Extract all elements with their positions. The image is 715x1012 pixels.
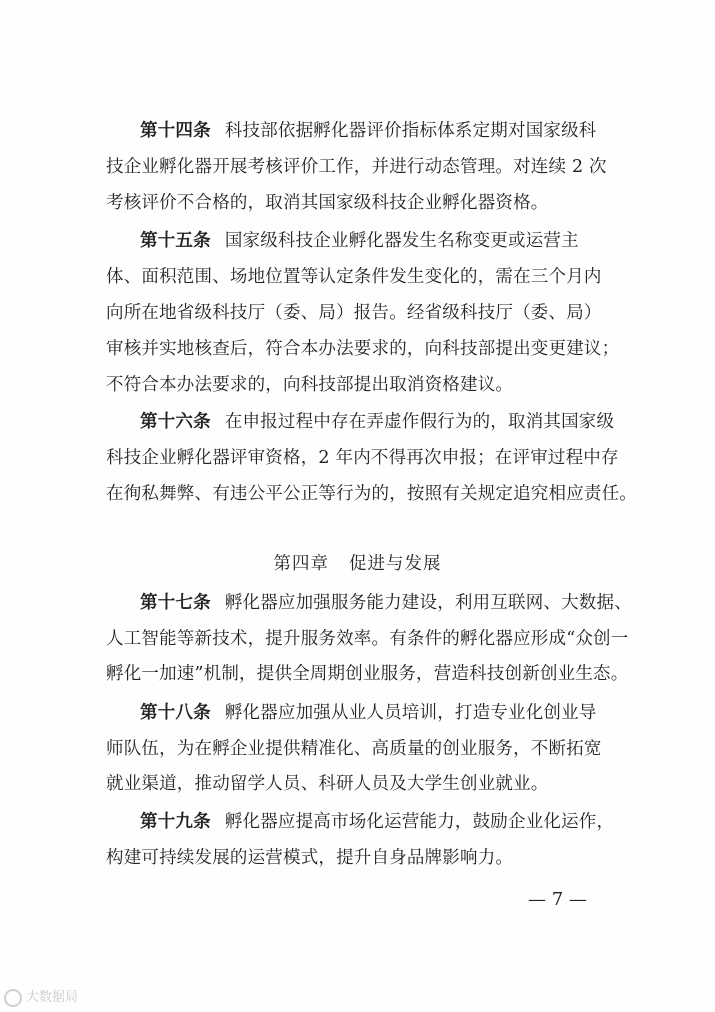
article-15-text-1: 国家级科技企业孵化器发生名称变更或运营主 [224,231,579,251]
watermark-text: 大数据局 [26,990,79,1005]
article-17-line-2: 人工智能等新技术，提升服务效率。有条件的孵化器应形成“众创一 [106,629,629,649]
article-16-text-1: 在申报过程中存在弄虚作假行为的，取消其国家级 [224,412,615,432]
chapter-number: 第四章 [273,554,329,574]
article-18-title: 第十八条 [140,703,211,723]
article-14-line-3: 考核评价不合格的，取消其国家级科技企业孵化器资格。 [106,193,549,213]
article-15-line-1 [140,231,579,251]
article-19-title: 第十九条 [140,812,211,832]
watermark-logo-icon [4,989,22,1007]
article-16-line-2: 科技企业孵化器评审资格，2 年内不得再次申报；在评审过程中存 [106,448,619,468]
article-17-title: 第十七条 [140,593,211,613]
article-16-line-1 [140,412,614,432]
article-15-line-4: 审核并实地核查后，符合本办法要求的，向科技部提出变更建议； [106,339,620,359]
article-17-text-1: 孵化器应加强服务能力建设，利用互联网、大数据、 [224,593,632,613]
article-15-line-3: 向所在地省级科技厅（委、局）报告。经省级科技厅（委、局） [106,303,602,323]
article-14-line-2: 技企业孵化器开展考核评价工作，并进行动态管理。对连续 2 次 [106,157,607,177]
article-18-text-1: 孵化器应加强从业人员培训，打造专业化创业导 [224,703,597,723]
article-18-line-3: 就业渠道，推动留学人员、科研人员及大学生创业就业。 [106,774,549,794]
article-16-title: 第十六条 [140,412,211,432]
article-19-line-1 [140,812,614,832]
article-19-text-1: 孵化器应提高市场化运营能力，鼓励企业化运作， [224,812,615,832]
article-15-title: 第十五条 [140,231,211,251]
article-17-line-3: 孵化一加速”机制，提供全周期创业服务，营造科技创新创业生态。 [106,664,629,684]
article-14-title: 第十四条 [140,121,211,141]
chapter-heading [0,554,715,574]
article-18-line-2: 师队伍，为在孵企业提供精准化、高质量的创业服务，不断拓宽 [106,739,602,759]
watermark [4,986,78,1007]
article-16-line-3: 在徇私舞弊、有违公平公正等行为的，按照有关规定追究相应责任。 [106,484,637,504]
article-14-line-1 [140,121,597,141]
page-number: — 7 — [528,889,587,910]
article-15-line-2: 体、面积范围、场地位置等认定条件发生变化的，需在三个月内 [106,267,602,287]
chapter-title: 促进与发展 [349,554,442,574]
article-14-text-1: 科技部依据孵化器评价指标体系定期对国家级科 [224,121,597,141]
article-19-line-2: 构建可持续发展的运营模式，提升自身品牌影响力。 [106,848,514,868]
article-17-line-1 [140,593,632,613]
article-15-line-5: 不符合本办法要求的，向科技部提出取消资格建议。 [106,375,514,395]
article-18-line-1 [140,703,597,723]
